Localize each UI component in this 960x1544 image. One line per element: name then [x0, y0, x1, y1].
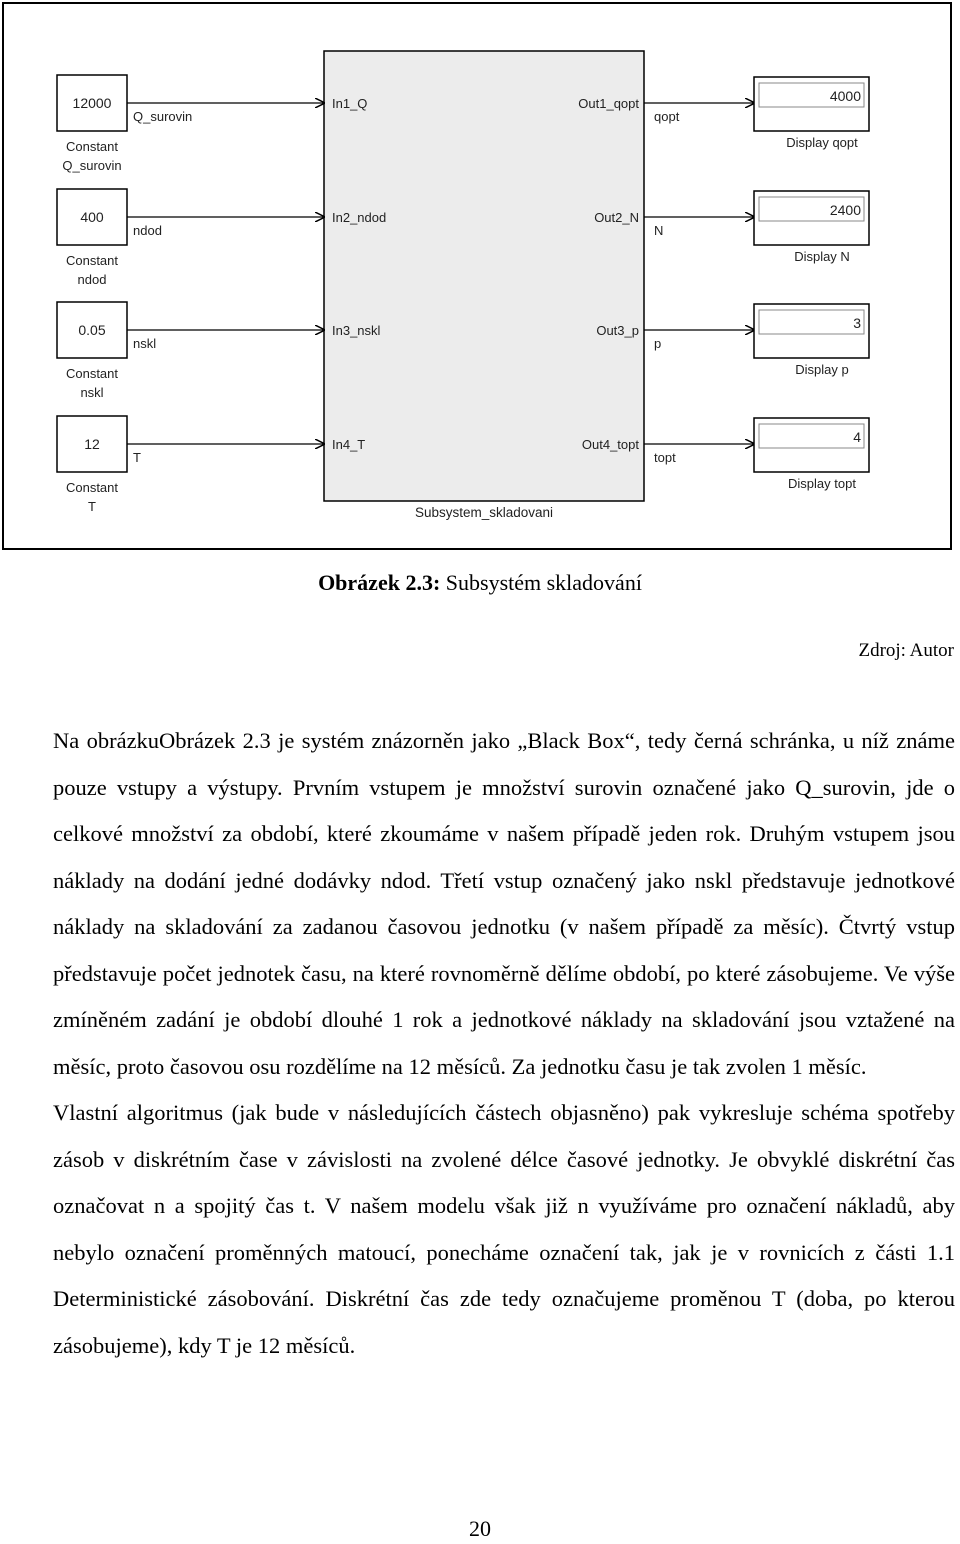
display-label: Display qopt	[786, 135, 858, 150]
output-port-label: Out2_N	[594, 210, 639, 225]
signal-label: qopt	[654, 109, 680, 124]
display-block-p[interactable]	[754, 304, 869, 377]
signal-label: ndod	[133, 223, 162, 238]
page-number: 20	[469, 1516, 491, 1541]
figure-caption	[0, 570, 960, 596]
paragraph: Na obrázkuObrázek 2.3 je systém znázorněn jako „Black Box“, tedy černá schránka, u níž známe pouze vstupy a výstupy. Prvním vstupem je množství surovin označené jako Q_surovin, jde o celkové množství za období, které zkoumáme v našem případě jeden rok. Druhým vstupem jsou náklady na dodání jedné dodávky ndod. Třetí vstup označený jako nskl představuje jednotkové náklady na skladování za zadanou časovou jednotku (v našem případě za měsíc). Čtvrtý vstup představuje počet jednotek času, na které rovnoměrně dělíme období, po které zásobujeme. Ve výše zmíněném zadání je období dlouhé 1 rok a jednotkové náklady na skladování jsou vztažené na měsíc, proto časovou osu rozdělíme na 12 měsíců. Za jednotku času je tak zvolen 1 měsíc.	[53, 728, 955, 1079]
constant-value: 12000	[72, 95, 112, 111]
signal-label: p	[654, 336, 662, 351]
display-label: Display p	[795, 362, 849, 377]
display-value: 2400	[829, 202, 861, 218]
body-text	[53, 718, 955, 1369]
constant-block-q-surovin[interactable]	[57, 75, 127, 173]
constant-label: Constant	[65, 139, 119, 154]
signal-label: N	[654, 223, 664, 238]
output-port-label: Out4_topt	[581, 437, 639, 452]
constant-value: 12	[84, 436, 100, 452]
constant-label: ndod	[77, 272, 107, 287]
constant-label: T	[88, 499, 96, 514]
input-port-label: In1_Q	[332, 96, 368, 111]
display-block-qopt[interactable]	[754, 77, 869, 150]
simulink-diagram	[4, 4, 954, 552]
input-port-label: In4_T	[332, 437, 366, 452]
subsystem-name: Subsystem_skladovani	[414, 505, 554, 520]
signal-label: topt	[654, 450, 676, 465]
caption-label: Obrázek 2.3:	[318, 570, 441, 595]
paragraph: Vlastní algoritmus (jak bude v následujících částech objasněno) pak vykresluje schéma spotřeby zásob v diskrétním čase v závislosti na zvolené délce časové jednotky. Je obvyklé diskrétní čas označovat n a spojitý čas t. V našem modelu však již n využíváme pro označení nákladů, aby nebylo označení proměnných matoucí, ponecháme označení tak, jak je v rovnicích z části 1.1 Deterministické zásobování. Diskrétní čas zde tedy označujeme proměnou T (doba, po kterou zásobujeme), kdy T je 12 měsíců.	[53, 1100, 955, 1358]
input-port-label: In2_ndod	[332, 210, 387, 225]
constant-label: Constant	[65, 366, 119, 381]
signal-label: Q_surovin	[133, 109, 193, 124]
display-block-n[interactable]	[754, 191, 869, 264]
signal-label: T	[133, 450, 141, 465]
display-value: 4000	[829, 88, 861, 104]
caption-text: Subsystém skladování	[440, 570, 642, 595]
constant-label: Constant	[65, 480, 119, 495]
output-port-label: Out3_p	[596, 323, 639, 338]
display-label: Display topt	[788, 476, 856, 491]
constant-block-ndod[interactable]	[57, 189, 127, 287]
constant-block-nskl[interactable]	[57, 302, 127, 400]
figure-frame	[2, 2, 952, 550]
figure-source: Zdroj: Autor	[858, 640, 954, 661]
display-block-topt[interactable]	[754, 418, 869, 491]
display-value: 3	[853, 315, 861, 331]
constant-block-t[interactable]	[57, 416, 127, 514]
constant-value: 400	[80, 209, 104, 225]
input-port-label: In3_nskl	[332, 323, 381, 338]
constant-label: Constant	[65, 253, 119, 268]
constant-label: Q_surovin	[62, 158, 122, 173]
display-value: 4	[853, 429, 861, 445]
output-port-label: Out1_qopt	[578, 96, 639, 111]
constant-label: nskl	[80, 385, 104, 400]
constant-value: 0.05	[78, 322, 106, 338]
signal-label: nskl	[133, 336, 157, 351]
display-label: Display N	[794, 249, 850, 264]
